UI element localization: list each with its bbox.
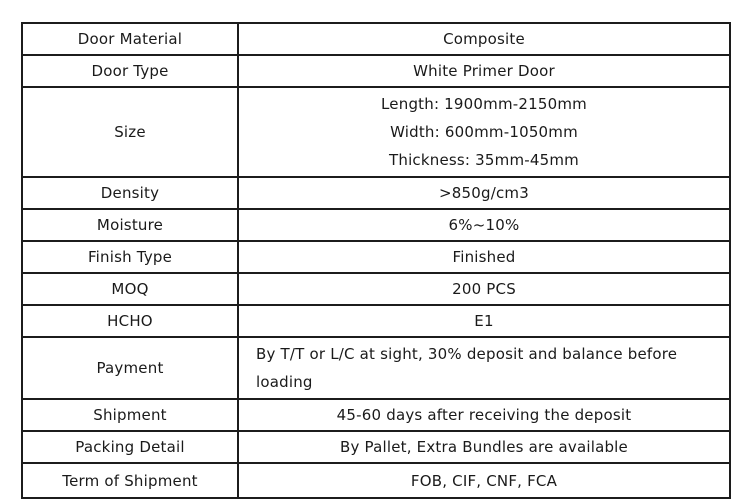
spec-value-moq: 200 PCS (238, 273, 730, 305)
spec-label-hcho: HCHO (22, 305, 238, 337)
spec-value-density: >850g/cm3 (238, 177, 730, 209)
spec-label-moisture: Moisture (22, 209, 238, 241)
spec-value-packing-detail: By Pallet, Extra Bundles are available (238, 431, 730, 463)
spec-value-shipment: 45-60 days after receiving the deposit (238, 399, 730, 431)
table-row (22, 209, 730, 241)
spec-value-moisture: 6%~10% (238, 209, 730, 241)
spec-label-door-material: Door Material (22, 23, 238, 55)
spec-label-moq: MOQ (22, 273, 238, 305)
spec-value-size (238, 87, 730, 177)
table-row (22, 431, 730, 463)
size-width-line: Width: 600mm-1050mm (390, 123, 578, 141)
spec-label-term-of-shipment: Term of Shipment (22, 463, 238, 498)
table-row (22, 305, 730, 337)
spec-value-payment: By T/T or L/C at sight, 30% deposit and balance before loading (238, 337, 730, 399)
spec-label-packing-detail: Packing Detail (22, 431, 238, 463)
table-row (22, 55, 730, 87)
spec-label-density: Density (22, 177, 238, 209)
spec-value-door-type: White Primer Door (238, 55, 730, 87)
spec-value-term-of-shipment: FOB, CIF, CNF, FCA (238, 463, 730, 498)
table-row (22, 241, 730, 273)
table-row (22, 273, 730, 305)
spec-label-shipment: Shipment (22, 399, 238, 431)
spec-label-payment: Payment (22, 337, 238, 399)
spec-value-finish-type: Finished (238, 241, 730, 273)
spec-value-door-material: Composite (238, 23, 730, 55)
table-row (22, 337, 730, 399)
size-thickness-line: Thickness: 35mm-45mm (389, 151, 579, 169)
spec-label-size: Size (22, 87, 238, 177)
spec-label-finish-type: Finish Type (22, 241, 238, 273)
table-row (22, 87, 730, 177)
spec-value-hcho: E1 (238, 305, 730, 337)
table-row (22, 399, 730, 431)
size-length-line: Length: 1900mm-2150mm (381, 95, 587, 113)
table-row (22, 23, 730, 55)
spec-label-door-type: Door Type (22, 55, 238, 87)
table-row (22, 177, 730, 209)
product-spec-table (21, 22, 731, 499)
